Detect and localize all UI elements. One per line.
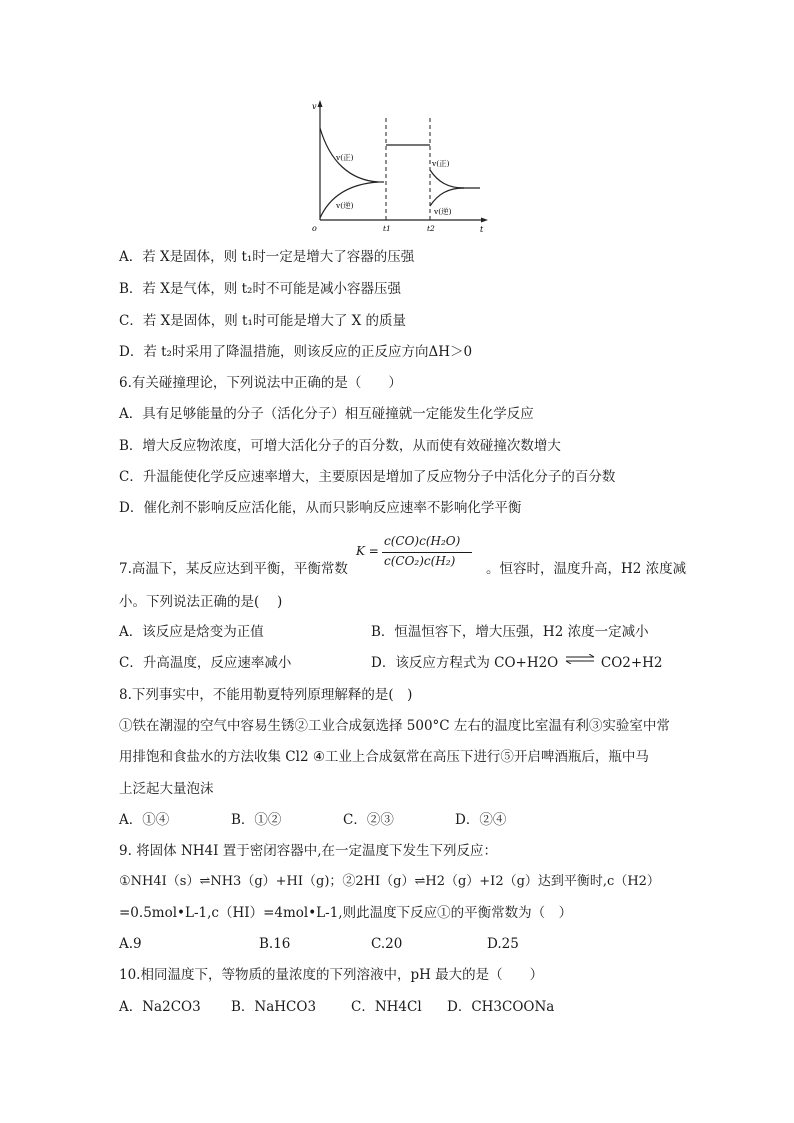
label-forward-2: v(正) — [432, 159, 450, 168]
q9-option-a: A.9 — [119, 936, 142, 952]
v-axis-arrow-icon — [318, 100, 323, 107]
q8-option-a: A．①④ — [119, 812, 170, 828]
q6-option-d: D．催化剂不影响反应活化能，从而只影响反应速率不影响化学平衡 — [119, 500, 522, 516]
q10-option-d: D．CH3COONa — [447, 999, 555, 1015]
q5-option-d: D．若 t₂时采用了降温措施，则该反应的正反应方向ΔH＞0 — [119, 344, 473, 360]
q7-option-d-left: D．该反应方程式为 CO+H2O — [371, 655, 559, 671]
k-numerator: c(CO)c(H₂O) — [384, 534, 461, 548]
t-axis-arrow-icon — [481, 218, 488, 223]
q9-option-b: B.16 — [259, 936, 291, 952]
q7-stem-end: 。恒容时，温度升高，H2 浓度减 — [486, 561, 687, 577]
q5-option-b: B．若 X是气体，则 t₂时不可能是减小容器压强 — [119, 281, 401, 297]
equilibrium-constant-formula — [356, 534, 476, 570]
q9-line2: =0.5mol•L-1,c（HI）=4mol•L-1,则此温度下反应①的平衡常数为（ ） — [119, 905, 573, 921]
q9-option-c: C.20 — [371, 936, 403, 952]
k-denominator: c(CO₂)c(H₂) — [384, 554, 456, 568]
q7-option-d-right: CO2+H2 — [600, 655, 663, 671]
label-reverse-1: v(逆) — [336, 201, 354, 210]
q5-option-a: A．若 X是固体，则 t₁时一定是增大了容器的压强 — [119, 249, 415, 265]
label-reverse-2: v(逆) — [434, 207, 452, 216]
q8-line3: 上泛起大量泡沫 — [119, 781, 214, 797]
q7-option-c: C．升高温度，反应速率减小 — [119, 655, 292, 671]
q8-option-d: D．②④ — [455, 812, 507, 828]
q7-stem-start: 7.高温下，某反应达到平衡，平衡常数 — [119, 561, 348, 577]
fraction-bar — [382, 552, 472, 553]
q7-option-a: A．该反应是焓变为正值 — [119, 624, 264, 640]
q7-option-d — [371, 653, 663, 673]
k-symbol: K = — [356, 544, 379, 558]
forward-rate-curve-2 — [430, 170, 464, 188]
q6-stem: 6.有关碰撞理论，下列说法中正确的是（ ） — [119, 375, 402, 391]
q8-stem: 8.下列事实中，不能用勒夏特列原理解释的是( ) — [119, 687, 413, 703]
t1-tick-label: t1 — [383, 224, 391, 233]
q7-option-b: B．恒温恒容下，增大压强，H2 浓度一定减小 — [371, 624, 649, 640]
q6-option-b: B．增大反应物浓度，可增大活化分子的百分数，从而使有效碰撞次数增大 — [119, 438, 561, 454]
t2-tick-label: t2 — [427, 224, 435, 233]
q8-line2: 用排饱和食盐水的方法收集 Cl2 ④工业上合成氨常在高压下进行⑤开启啤酒瓶后，瓶中马 — [119, 749, 649, 765]
q7-stem-line2: 小。下列说法正确的是( ) — [119, 594, 283, 610]
q10-option-a: A．Na2CO3 — [119, 999, 201, 1015]
origin-label: o — [312, 224, 317, 233]
q6-option-c: C．升温能使化学反应速率增大，主要原因是增加了反应物分子中活化分子的百分数 — [119, 469, 616, 485]
reverse-rate-curve-2 — [430, 188, 464, 206]
q6-option-a: A．具有足够能量的分子（活化分子）相互碰撞就一定能发生化学反应 — [119, 406, 534, 422]
q8-option-c: C．②③ — [343, 812, 394, 828]
q5-option-c: C．若 X是固体，则 t₁时可能是增大了 X 的质量 — [119, 313, 407, 329]
q9-line1: ①NH4I（s）⇌NH3（g）+HI（g)；②2HI（g）⇌H2（g）+I2（g）达到平衡时,c（H2） — [119, 874, 660, 889]
t-axis-label: t — [480, 225, 484, 234]
q9-option-d: D.25 — [487, 936, 519, 952]
equilibrium-arrow-icon — [565, 654, 595, 664]
q8-option-b: B．①② — [231, 812, 282, 828]
velocity-time-graph — [308, 100, 488, 235]
v-axis-label: v — [312, 102, 317, 111]
label-forward-1: v(正) — [336, 153, 354, 162]
q10-option-b: B．NaHCO3 — [231, 999, 317, 1015]
q10-stem: 10.相同温度下，等物质的量浓度的下列溶液中，pH 最大的是（ ） — [119, 967, 544, 983]
reverse-rate-curve-1 — [320, 182, 378, 218]
q9-stem: 9. 将固体 NH4I 置于密闭容器中,在一定温度下发生下列反应： — [119, 843, 498, 859]
q10-option-c: C．NH4Cl — [351, 999, 422, 1015]
q8-line1: ①铁在潮湿的空气中容易生锈②工业合成氨选择 500°C 左右的温度比室温有利③实验室中常 — [119, 718, 670, 734]
